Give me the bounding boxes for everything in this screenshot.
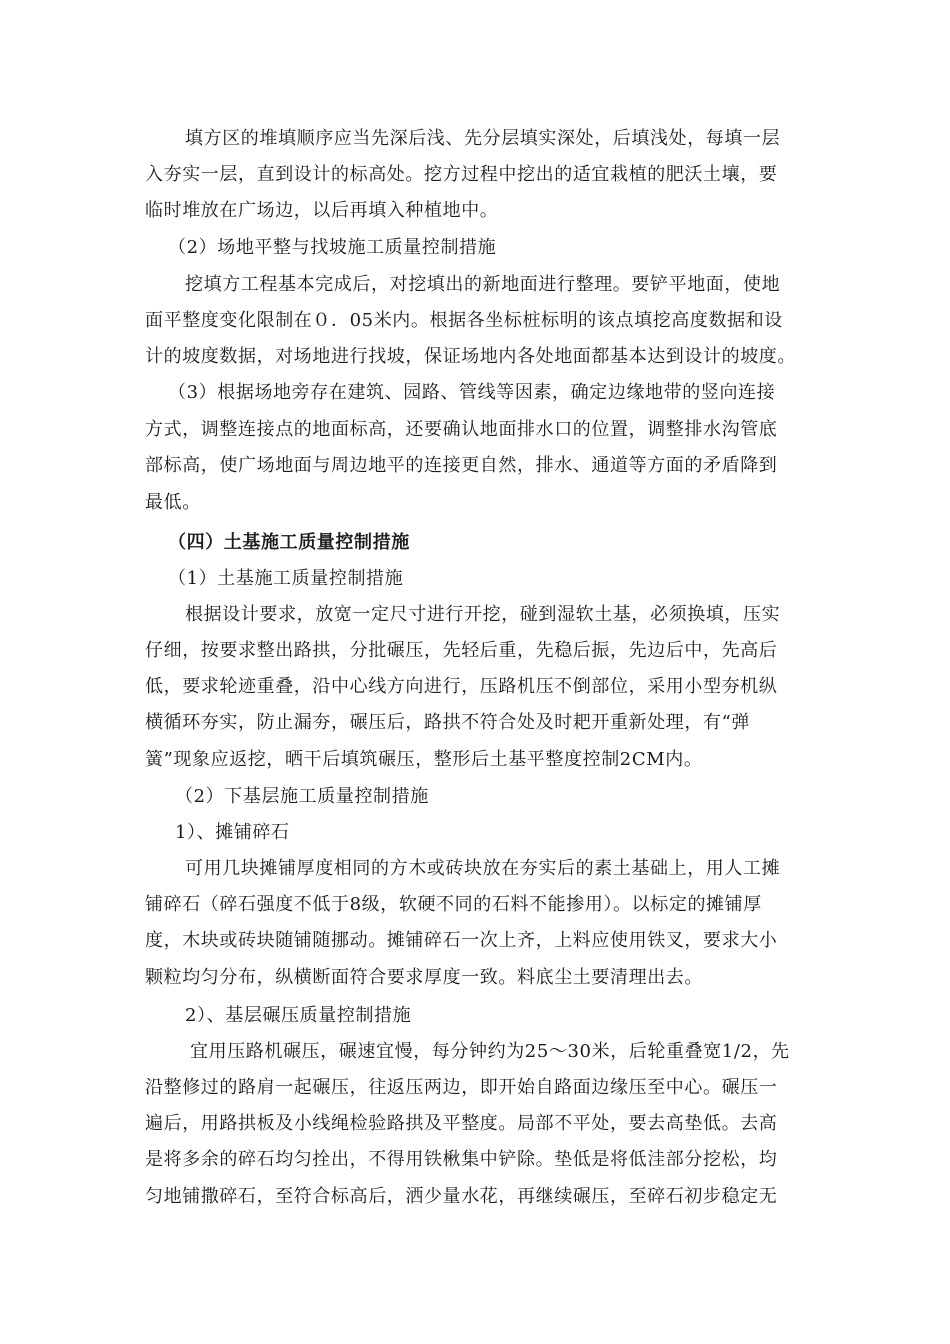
paragraph-line: 计的坡度数据，对场地进行找坡，保证场地内各处地面都基本达到设计的坡度。 bbox=[145, 346, 796, 367]
paragraph-line: 沿整修过的路肩一起碾压，往返压两边，即开始自路面边缘压至中心。碾压一 bbox=[145, 1077, 778, 1098]
paragraph-line: 挖填方工程基本完成后，对挖填出的新地面进行整理。要铲平地面，使地 bbox=[185, 274, 781, 295]
paragraph-line: 是将多余的碎石均匀拴出，不得用铁楸集中铲除。垫低是将低洼部分挖松，均 bbox=[145, 1149, 778, 1170]
paragraph-line: 仔细，按要求整出路拱，分批碾压，先轻后重，先稳后振，先边后中，先高后 bbox=[145, 640, 778, 661]
chapter-heading: （四）土基施工质量控制措施 bbox=[168, 532, 410, 553]
section-heading: （1）土基施工质量控制措施 bbox=[168, 568, 404, 589]
subsection-heading: 2）、基层碾压质量控制措施 bbox=[185, 1005, 412, 1026]
paragraph-line: 部标高，使广场地面与周边地平的连接更自然，排水、通道等方面的矛盾降到 bbox=[145, 455, 778, 476]
paragraph-line: 匀地铺撒碎石，至符合标高后，洒少量水花，再继续碾压，至碎石初步稳定无 bbox=[145, 1186, 778, 1207]
section-heading: （2）场地平整与找坡施工质量控制措施 bbox=[168, 237, 497, 258]
paragraph-line: 根据设计要求，放宽一定尺寸进行开挖，碰到湿软土基，必须换填，压实 bbox=[185, 604, 781, 625]
section-heading: （2）下基层施工质量控制措施 bbox=[175, 786, 429, 807]
paragraph-line: 入夯实一层，直到设计的标高处。挖方过程中挖出的适宜栽植的肥沃土壤，要 bbox=[145, 164, 778, 185]
paragraph-line: 横循环夯实，防止漏夯，碾压后，路拱不符合处及时耙开重新处理，有“弹 bbox=[145, 712, 750, 733]
paragraph-line: 最低。 bbox=[145, 492, 201, 513]
subsection-heading: 1）、摊铺碎石 bbox=[175, 822, 290, 843]
paragraph-line: 簧”现象应返挖，晒干后填筑碾压，整形后土基平整度控制2CM内。 bbox=[145, 749, 703, 770]
paragraph-line: 方式，调整连接点的地面标高，还要确认地面排水口的位置，调整排水沟管底 bbox=[145, 419, 778, 440]
paragraph-line: 宜用压路机碾压，碾速宜慢，每分钟约为25～30米，后轮重叠宽1/2，先 bbox=[190, 1041, 790, 1062]
paragraph-line: 可用几块摊铺厚度相同的方木或砖块放在夯实后的素土基础上，用人工摊 bbox=[185, 858, 781, 879]
paragraph-line: 填方区的堆填顺序应当先深后浅、先分层填实深处，后填浅处，每填一层 bbox=[185, 128, 781, 149]
paragraph-line: 低，要求轮迹重叠，沿中心线方向进行，压路机压不倒部位，采用小型夯机纵 bbox=[145, 676, 778, 697]
paragraph-line: 临时堆放在广场边，以后再填入种植地中。 bbox=[145, 200, 499, 221]
paragraph-line: （3）根据场地旁存在建筑、园路、管线等因素，确定边缘地带的竖向连接 bbox=[168, 382, 776, 403]
paragraph-line: 度，木块或砖块随铺随挪动。摊铺碎石一次上齐，上料应使用铁叉，要求大小 bbox=[145, 930, 778, 951]
paragraph-line: 遍后，用路拱板及小线绳检验路拱及平整度。局部不平处，要去高垫低。去高 bbox=[145, 1113, 778, 1134]
paragraph-line: 铺碎石（碎石强度不低于8级，软硬不同的石料不能掺用）。以标定的摊铺厚 bbox=[145, 894, 762, 915]
paragraph-line: 颗粒均匀分布，纵横断面符合要求厚度一致。料底尘土要清理出去。 bbox=[145, 967, 703, 988]
paragraph-line: 面平整度变化限制在０．05米内。根据各坐标桩标明的该点填挖高度数据和设 bbox=[145, 310, 783, 331]
